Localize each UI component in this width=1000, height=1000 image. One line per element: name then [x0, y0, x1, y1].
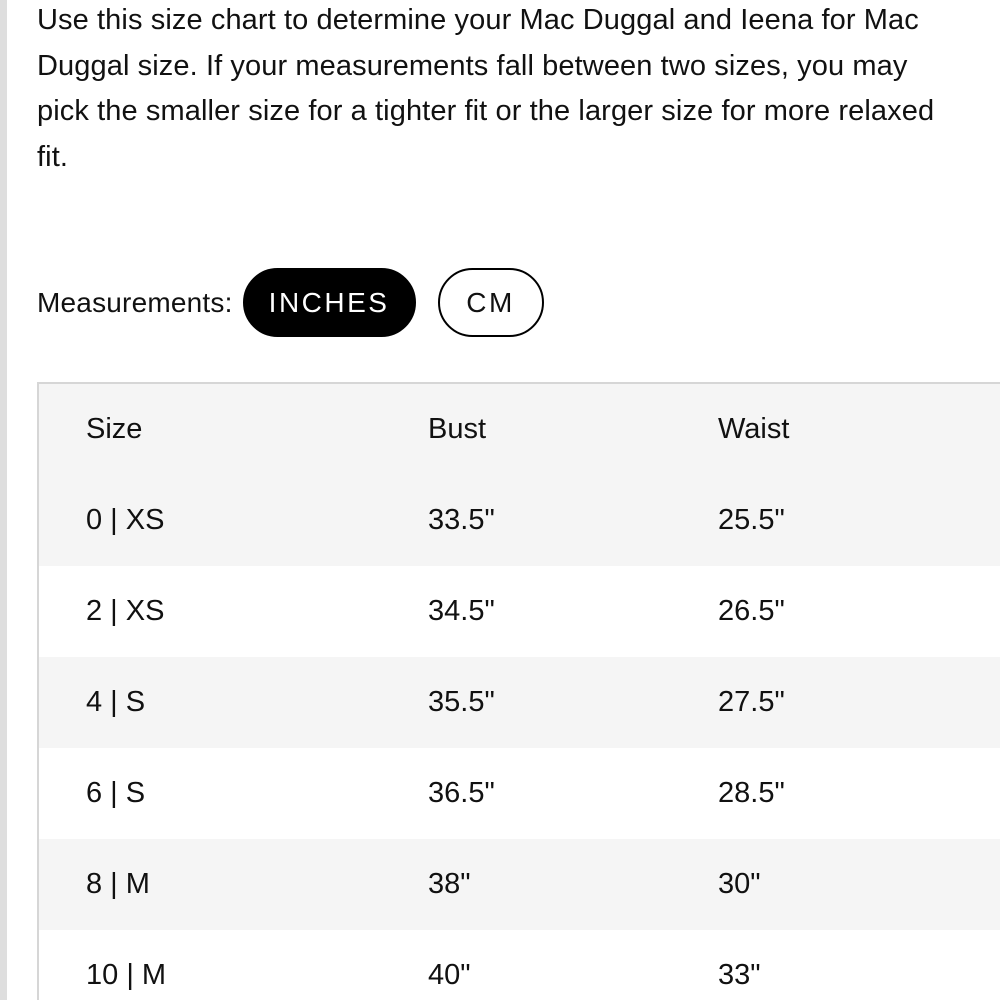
waist-cell: 25.5": [718, 504, 785, 536]
header-waist: Waist: [718, 413, 790, 445]
size-cell: 2 | XS: [86, 595, 165, 627]
table-row: [39, 475, 1000, 566]
bust-cell: 38": [428, 868, 471, 900]
measurements-label: Measurements:: [37, 286, 233, 318]
header-bust: Bust: [428, 413, 487, 445]
table-row: [39, 748, 1000, 839]
size-cell: 4 | S: [86, 686, 146, 718]
waist-cell: 27.5": [718, 686, 785, 718]
bust-cell: 40": [428, 959, 471, 991]
waist-cell: 30": [718, 868, 761, 900]
size-cell: 6 | S: [86, 777, 146, 809]
table-row: [39, 930, 1000, 1000]
table-row: [39, 566, 1000, 657]
bust-cell: 36.5": [428, 777, 495, 809]
waist-cell: 33": [718, 959, 761, 991]
left-border: [0, 0, 7, 1000]
waist-cell: 28.5": [718, 777, 785, 809]
waist-cell: 26.5": [718, 595, 785, 627]
size-cell: 8 | M: [86, 868, 150, 900]
cm-button[interactable]: CM: [438, 268, 544, 337]
bust-cell: 35.5": [428, 686, 495, 718]
header-size: Size: [86, 413, 143, 445]
table-row: [39, 839, 1000, 930]
size-cell: 0 | XS: [86, 504, 165, 536]
size-cell: 10 | M: [86, 959, 167, 991]
measurement-unit-toggle: [37, 268, 544, 337]
size-chart-table: [37, 382, 1000, 1000]
bust-cell: 33.5": [428, 504, 495, 536]
table-header-row: [39, 384, 1000, 475]
size-chart-intro: Use this size chart to determine your Mac Duggal and Ieena for Mac Duggal size. If your measurements fall between two sizes, you may pick the smaller size for a tighter fit or the larger size for more relaxed fit.: [37, 4, 935, 173]
bust-cell: 34.5": [428, 595, 495, 627]
table-row: [39, 657, 1000, 748]
inches-button[interactable]: INCHES: [243, 268, 416, 337]
